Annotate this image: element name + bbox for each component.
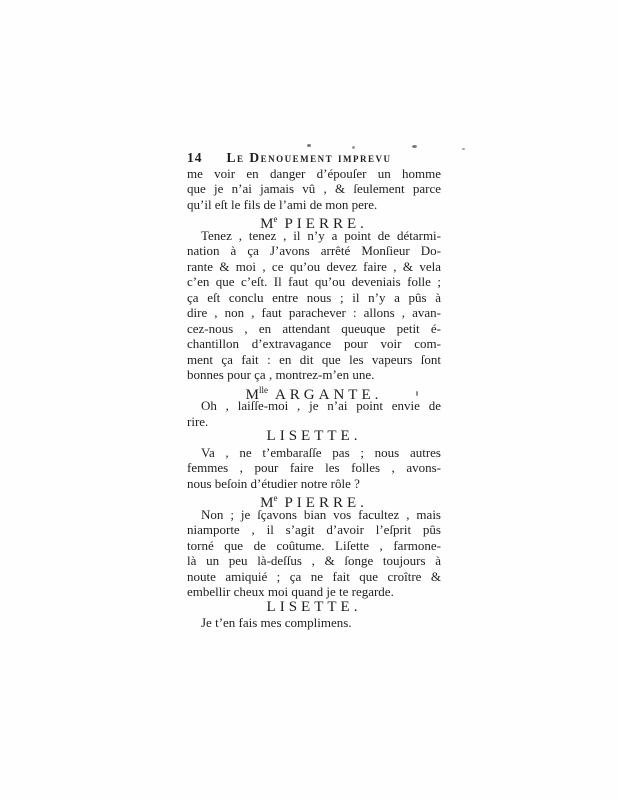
text-line: cez-nous , en attendant queuque petit é- [187,320,441,336]
paragraph [187,166,441,213]
speaker-abbreviation: M [260,216,274,232]
text-line: chantillon d’extravagance pour voir com- [187,336,441,351]
speaker-abbreviation-superscript: e [273,493,278,503]
text-line: niamporte , il s’agit d’avoir l’eſprit pûs [187,522,441,537]
text-line: embellir cheux moi quand je te regarde. [187,584,394,599]
speaker-name: LISETTE. [266,598,362,615]
text-line: ment ça fait : en dit que les vapeurs ſont [187,351,441,367]
text-line: nous beſoin d’étudier notre rôle ? [187,475,360,491]
speaker-heading [187,212,441,232]
text-line: rire. [187,413,209,429]
text-line: c’en que c’eſt. Il faut qu’ou deveniais folle ; [187,274,441,289]
running-title: Le Denouement imprevu [226,150,392,165]
text-line: bonnes pour ça , montrez-m’en une. [187,367,375,382]
speaker-abbreviation: M [245,386,259,403]
scan-speckle [462,148,465,150]
paragraph [187,507,441,600]
text-line: que je n’ai jamais vû , & ſeulement parce [187,181,441,196]
text-line: Oh , laiſſe-moi , je n’ai point envie de [201,398,441,413]
text-line: Tenez , tenez , il n’y a point de détarmi- [201,227,441,243]
text-line: me voir en danger d’épouſer un homme [187,165,441,181]
text-line: ça eſt conclu entre nous ; il n’y a pûs à [187,289,441,305]
text-line: qu’il eſt le fils de l’ami de mon pere. [187,196,378,212]
paragraph [187,445,441,492]
text-line: torné que de coûtume. Liſette , farmone- [187,537,441,553]
speaker-heading [187,429,441,445]
speaker-heading [187,491,441,511]
text-line: là un peu là-deſſus , & ſonge toujours à [187,553,441,568]
speaker-abbreviation-superscript: lle [258,384,268,395]
page-content [187,166,441,631]
text-line: rante & moi , ce qu’ou devez faire , & vela [187,258,441,274]
speaker-abbreviation-superscript: e [273,214,278,224]
speaker-name: PIERRE. [284,216,368,232]
speaker-heading [187,383,441,403]
speaker-heading [187,600,441,616]
text-line: Non ; je ſçavons bian vos facultez , mais [201,506,441,522]
speaker-name: ARGANTE. [274,386,383,403]
speaker-name: LISETTE. [266,428,362,444]
text-line: Je t’en fais mes complimens. [201,615,352,630]
paragraph [187,615,441,631]
scan-speckle [412,145,417,148]
page-number: 14 [187,150,203,165]
speaker-abbreviation: M [260,495,274,511]
scan-speckle [307,144,311,147]
text-line: dire , non , faut parachever : allons , avan- [187,305,441,320]
text-line: Va , ne t’embaraſſe pas ; nous autres [201,444,441,460]
text-line: nation à ça J’avons arrêté Monſieur Do- [187,243,441,258]
paragraph [187,228,441,383]
text-line: noute amiquié ; ça ne fait que croître & [187,568,441,584]
text-line: femmes , pour faire les folles , avons- [187,460,441,475]
page-header [187,150,441,166]
speaker-name: PIERRE. [284,495,368,511]
scan-speckle [352,146,355,149]
text-block [187,150,441,631]
paragraph [187,398,441,429]
